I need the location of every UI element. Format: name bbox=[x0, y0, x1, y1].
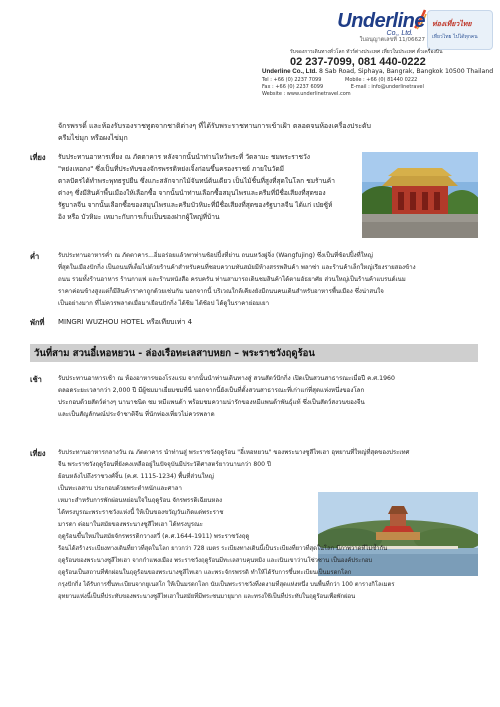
stamp-line1: ท่องเที่ยวไทย bbox=[432, 20, 472, 28]
noon-label: เที่ยง bbox=[30, 449, 46, 458]
tel-label: Tel bbox=[262, 77, 269, 83]
breakfast-line: รับประทานอาหารเช้า ณ ห้องอาหารของโรงแรม จากนั้นนำท่านเดินทางสู่ สวนสัตว์ปักกิ่ง เปิดเป็นสวนสาธารณะเมื่อปี ค.ศ.1960 bbox=[58, 375, 395, 382]
website-label: Website bbox=[262, 91, 282, 97]
noon-line: กรุงปักกิ่ง ได้รับการขึ้นทะเบียนจากยูเนสโก ให้เป็นมรดกโลก นับเป็นพระราชวังที่งดงามที่สุดแห่งหนึ่ง บนพื้นที่กว่า 100 ตารางกิโลเมตร bbox=[58, 582, 395, 588]
company-tagline: รับจองการเดินทางทั่วโลก ทัวร์ต่างประเทศ เที่ยวในประเทศ ตั๋วเครื่องบิน bbox=[290, 49, 443, 55]
tel-value: : +66 (0) 2237 7099 bbox=[270, 77, 322, 83]
day-title: วันที่สาม สวนอี๋เหอหยวน - ล่องเรือทะเลสาบหยก – พระราชวังฤดูร้อน bbox=[34, 348, 315, 359]
stamp-line2: เที่ยวไทย ไปได้ทุกคน bbox=[432, 34, 478, 40]
travel-stamp bbox=[427, 10, 493, 50]
intro-line: ครีมไข่มุก หรือผงไข่มุก bbox=[58, 134, 128, 142]
email-label: E-mail bbox=[350, 84, 367, 90]
lunch-line: รับประทานอาหารเที่ยง ณ ภัตตาคาร หลังจากนั้นนำท่านไหว้พระที่ วัดลามะ ชมพระราชวัง bbox=[58, 153, 310, 161]
company-address: 8 Sab Road, Siphaya, Bangrak, Bangkok 10500 Thailand bbox=[318, 68, 494, 75]
fax-label: Fax bbox=[262, 84, 271, 90]
website-link[interactable]: : www.underlinetravel.com bbox=[283, 91, 351, 97]
noon-line: ฤดูร้อนขึ้นใหม่ในสมัยจักรพรรดิกวางสวี่ (ค.ศ.1644-1911) พระราชวังฤดู bbox=[58, 533, 250, 540]
dinner-paragraph bbox=[58, 250, 488, 310]
dinner-line: ถนน รวมทั้งร้านอาหาร ร้านกาแฟ และร้านหนังสือ ครบครัน ท่านสามารถเดินชมสินค้าได้ตามอัธยาศัย ส่วนใหญ่เป็นร้านค้าแบรนด์เนม bbox=[58, 276, 406, 283]
lunch-line: ตาลปัตรได้ทำพระพุทธรูปยืน ซึ่งแกะสลักจากไม้จันทน์ต้นเดียว เป็นไม้ชิ้นที่สูงที่สุดในโลก ชมร้านค้า bbox=[58, 177, 335, 185]
lunch-label: เที่ยง bbox=[30, 153, 46, 162]
dinner-line: ราคาค่อนข้างสูงแต่ก็มีสินค้าราคาถูกด้วยเช่นกัน นอกจากนี้ บริเวณใกล้เคียงยังมีถนนคนเดินสำหรับอาหารพื้นเมือง ซึ่งน่าสนใจ bbox=[58, 288, 384, 295]
breakfast-paragraph bbox=[58, 373, 488, 421]
noon-line: จีน พระราชวังฤดูร้อนที่ยังคงเหลืออยู่ในปัจจุบันมีประวัติศาสตร์ยาวนานกว่า 800 ปี bbox=[58, 461, 271, 468]
tel-row bbox=[262, 77, 417, 83]
noon-paragraph-mid bbox=[58, 471, 314, 531]
lunch-paragraph bbox=[58, 151, 360, 223]
noon-line: ฤดูร้อนเป็นสถานที่พักผ่อนในฤดูร้อนของพระนางซูสีไทเฮา และพระจักรพรรดิ ทำให้ได้รับการขึ้นทะเบียนเป็นมรดกโลก bbox=[58, 570, 352, 576]
intro-line: จักรพรรดิ์ และห้องรับรองราชทูตจากชาติต่างๆ ที่ได้รับพระราชทานการเข้าเฝ้า ตลอดจนห้องเครื่องประดับ bbox=[58, 122, 371, 130]
noon-line: ฤดูร้อนของพระนางซูสีไทเฮา จากกำแพงเมือง พระราชวังฤดูร้อนมีทะเลสาบคุนหมิง และเนินเขาว่านโซ่วซาน เป็นองค์ประกอบ bbox=[58, 558, 373, 564]
address-line bbox=[262, 68, 493, 75]
hotel-name: MINGRI WUZHOU HOTEL หรือเทียบเท่า 4 bbox=[58, 318, 193, 326]
license-number: ใบอนุญาตเลขที่ 11/06627 bbox=[359, 37, 425, 43]
lunch-line: ต่างๆ ซึ่งมีสินค้าพื้นเมืองให้เลือกซื้อ จากนั้นนำท่านเลือกซื้อสมุนไพรและครีมที่มีชื่อเสียงที่สุดของ bbox=[58, 189, 326, 197]
dinner-line: ที่สุดในเมืองปักกิ่ง เป็นถนนที่เต็มไปด้วยร้านค้าสำหรับคนที่ชอบความทันสมัยมีห้างสรรพสินค้า พลาซ่า และร้านค้าเล็กใหญ่เรียงรายสองข้าง bbox=[58, 264, 416, 271]
company-header bbox=[290, 4, 495, 76]
lama-temple-photo bbox=[362, 152, 478, 238]
noon-line: ร้อนได้สร้างระเบียงทางเดินที่ยาวที่สุดในโลก ยาวกว่า 728 เมตร ระเบียงทางเดินนี้เป็นระเบียงที่ยาวที่สุดในโลก มีภาพวาดที่ไม่ซ้ำกัน bbox=[58, 546, 388, 552]
noon-paragraph-top bbox=[58, 447, 488, 471]
company-logo-sub: Co., Ltd. bbox=[386, 30, 413, 37]
fax-value: : +66 (0) 2237 6099 bbox=[272, 84, 324, 90]
intro-paragraph bbox=[58, 120, 488, 144]
company-logo-text: Underline bbox=[337, 10, 425, 32]
email-value[interactable]: : info@underlinetravel bbox=[368, 84, 424, 90]
fax-row bbox=[262, 84, 424, 90]
breakfast-line: ตลอดระยะเวลากว่า 2,000 ปี มีผู้ชมมาเยี่ยมชมที่นี่ นอกจากนี้ยังเป็นที่ตั้งสวนสาธารณะที่เก่าแก่ที่สุดแห่งหนึ่งของโลก bbox=[58, 387, 365, 394]
website-row bbox=[262, 91, 351, 97]
company-name: Underline Co., Ltd. bbox=[262, 68, 317, 75]
lunch-line: "หย่งเหอกง" ซึ่งเป็นที่ประทับของจักรพรรดิหย่งเจิ้งก่อนขึ้นครองราชย์ ภายในวัดมี bbox=[58, 165, 284, 173]
noon-line: ย้อนหลังไปถึงราชวงศ์จิ้น (ค.ศ. 1115-1234) พื้นที่ส่วนใหญ่ bbox=[58, 473, 214, 480]
lunch-line: อิง หรือ บัวหิมะ เหมาะกับการเก็บเป็นของฝากผู้ใหญ่ที่บ้าน bbox=[58, 213, 220, 221]
dinner-label: ค่ำ bbox=[30, 252, 40, 261]
phone-numbers: 02 237-7099, 081 440-0222 bbox=[290, 56, 426, 68]
breakfast-line: และเป็นสัญลักษณ์ประจำชาติจีน ที่นักท่องเที่ยวไม่ควรพลาด bbox=[58, 411, 215, 418]
noon-line: อุทยานแห่งนี้เป็นที่ประทับของพระนางซูสีไทเฮาในสมัยที่มีพระชนมายุมาก และทรงใช้เป็นที่ประทับในฤดูร้อนเพื่อพักผ่อน bbox=[58, 594, 356, 600]
mobile-value: : +66 (0) 81440 0222 bbox=[363, 77, 418, 83]
noon-line: เป็นทะเลสาบ ประกอบด้วยพระตำหนักและศาลา bbox=[58, 485, 182, 492]
noon-line: รับประทานอาหารกลางวัน ณ ภัตตาคาร นำท่านสู่ พระราชวังฤดูร้อน "อี๋เหอหยวน" ของพระนางซูสีไทเฮา อุทยานที่ใหญ่ที่สุดของประเทศ bbox=[58, 449, 410, 456]
day-heading-band bbox=[30, 344, 478, 362]
breakfast-line: ประกอบด้วยสัตว์ต่างๆ นานาชนิด ชม หมีแพนด้า พร้อมชมความน่ารักของหมีแพนด้าพันธุ์แท้ ซึ่งเป็นสัตว์สงวนของจีน bbox=[58, 399, 365, 406]
mobile-label: Mobile bbox=[345, 77, 362, 83]
breakfast-label: เช้า bbox=[30, 375, 42, 384]
noon-paragraph-bottom bbox=[58, 543, 488, 603]
noon-paragraph-mid2 bbox=[58, 531, 314, 543]
hotel-label: พักที่ bbox=[30, 318, 45, 327]
noon-line: เหมาะสำหรับการพักผ่อนหย่อนใจในฤดูร้อน จักรพรรดิเฉียนหลง bbox=[58, 497, 223, 504]
noon-line: มารดา ต่อมาในสมัยของพระนางซูสีไทเฮา ได้ทรงบูรณะ bbox=[58, 521, 203, 528]
noon-line: ได้ทรงบูรณะพระราชวังแห่งนี้ ให้เป็นของขวัญวันเกิดแด่พระราช bbox=[58, 509, 224, 516]
lunch-line: รัฐบาลจีน จากนั้นเลือกซื้อของสมุนไพรและครีมบัวหิมะที่มีชื่อเสียงที่สุดของรัฐบาลจีน ได้แก่ เป่ยซู้ห์ bbox=[58, 201, 333, 209]
dinner-line: เป็นอย่างมาก ที่ไม่ควรพลาดเมื่อมาเยือนปักกิ่ง ได้ชิม ได้ช้อป ได้ดูในราคาย่อมเยา bbox=[58, 300, 270, 307]
dinner-line: รับประทานอาหารค่ำ ณ ภัตตาคาร...อิ่มอร่อยแล้วพาท่านช้อปปิ้งที่ย่าน ถนนหวังฝูจิ่ง (Wangfujing) ซึ่งเป็นที่ช้อปปิ้งที่ใหญ่ bbox=[58, 252, 373, 259]
